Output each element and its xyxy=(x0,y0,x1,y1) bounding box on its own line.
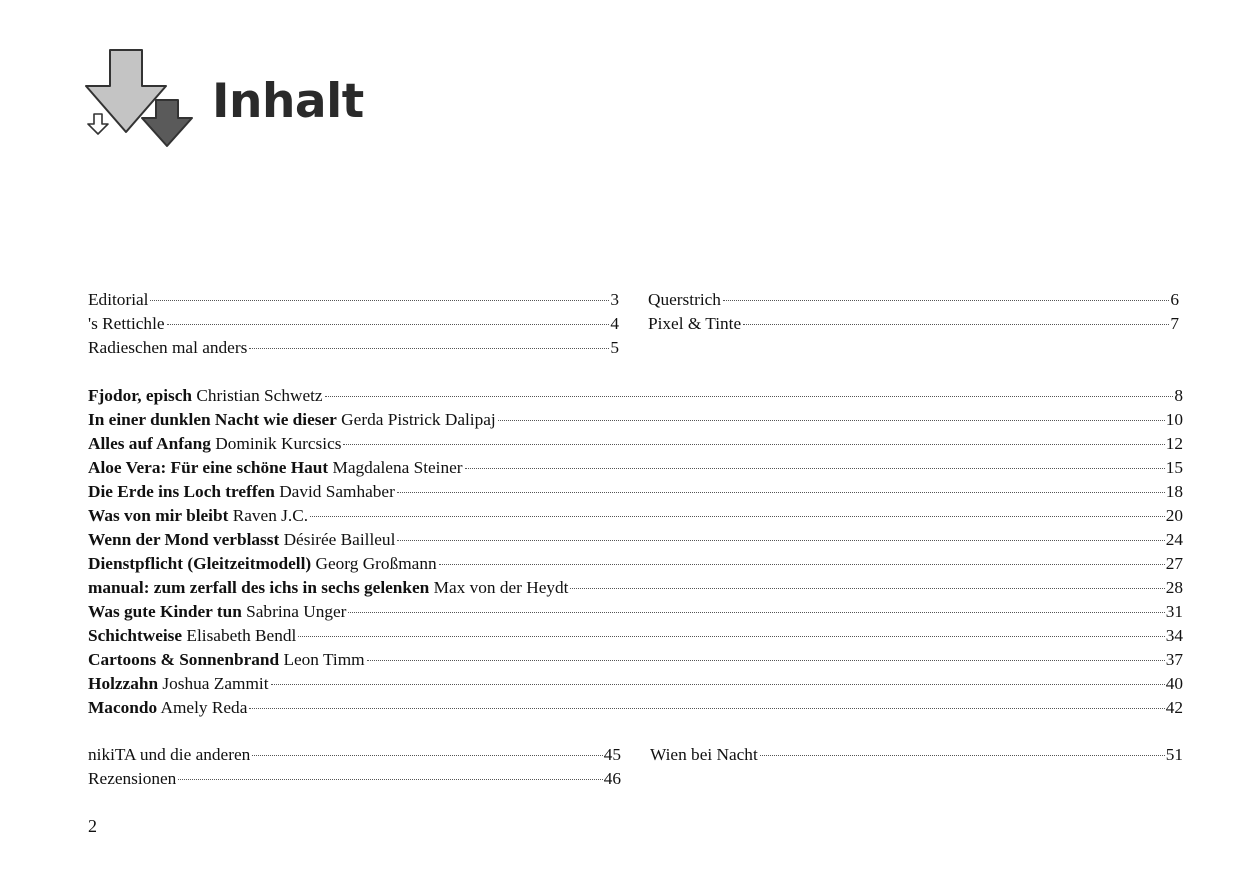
toc-entry xyxy=(88,384,1183,408)
toc-entry xyxy=(648,288,1179,312)
toc-entry xyxy=(648,312,1179,336)
toc-entry xyxy=(88,504,1183,528)
story-author: Désirée Bailleul xyxy=(283,530,396,549)
dot-leader xyxy=(249,348,609,349)
toc-entry-label: 's Rettichle xyxy=(88,314,165,333)
toc-entry-page: 27 xyxy=(1165,554,1183,573)
toc-entry-label xyxy=(88,408,496,432)
story-author: Leon Timm xyxy=(283,650,365,669)
dot-leader xyxy=(397,540,1164,541)
toc-entry xyxy=(88,600,1183,624)
toc-entry-page: 46 xyxy=(603,769,621,788)
dot-leader xyxy=(271,684,1165,685)
toc-stories xyxy=(88,384,1183,720)
toc-entry-page: 18 xyxy=(1165,482,1183,501)
toc-entry xyxy=(88,336,619,360)
toc-entry-page: 42 xyxy=(1165,698,1183,717)
dot-leader xyxy=(498,420,1165,421)
toc-entry-label xyxy=(88,480,395,504)
dot-leader xyxy=(343,444,1164,445)
toc-entry-label: Querstrich xyxy=(648,290,721,309)
arrows-down-icon xyxy=(84,48,196,152)
toc-entry-page: 20 xyxy=(1165,506,1183,525)
dot-leader xyxy=(439,564,1165,565)
toc-entry-label xyxy=(88,552,437,576)
story-author: Amely Reda xyxy=(160,698,248,717)
toc-bottom-left xyxy=(88,743,621,791)
dot-leader xyxy=(723,300,1169,301)
dot-leader xyxy=(167,324,610,325)
story-title: Was gute Kinder tun xyxy=(88,602,242,621)
story-title: Dienstpflicht (Gleitzeitmodell) xyxy=(88,554,312,573)
page-title: Inhalt xyxy=(212,74,364,129)
toc-entry-page: 51 xyxy=(1165,745,1183,764)
dot-leader xyxy=(348,612,1164,613)
dot-leader xyxy=(465,468,1165,469)
toc-entry-page: 10 xyxy=(1165,410,1183,429)
toc-entry-page: 8 xyxy=(1174,386,1183,405)
toc-entry-label xyxy=(88,528,395,552)
story-title: manual: zum zerfall des ichs in sechs gelenken xyxy=(88,578,430,597)
story-author: Christian Schwetz xyxy=(196,386,323,405)
toc-entry-page: 6 xyxy=(1170,290,1179,309)
story-title: Holzzahn xyxy=(88,674,159,693)
story-title: Schichtweise xyxy=(88,626,183,645)
toc-entry-page: 24 xyxy=(1165,530,1183,549)
page-number: 2 xyxy=(88,816,97,836)
dot-leader xyxy=(325,396,1174,397)
dot-leader xyxy=(249,708,1164,709)
story-title: Wenn der Mond verblasst xyxy=(88,530,280,549)
story-author: Raven J.C. xyxy=(232,506,309,525)
toc-entry-page: 3 xyxy=(610,290,619,309)
story-title: Macondo xyxy=(88,698,158,717)
toc-entry xyxy=(650,743,1183,767)
story-author: Joshua Zammit xyxy=(162,674,269,693)
toc-entry-page: 5 xyxy=(610,338,619,357)
toc-entry xyxy=(88,528,1183,552)
toc-entry-label xyxy=(88,456,463,480)
toc-entry-label xyxy=(88,432,341,456)
dot-leader xyxy=(367,660,1165,661)
toc-top-left xyxy=(88,288,619,360)
story-title: In einer dunklen Nacht wie dieser xyxy=(88,410,337,429)
toc-entry xyxy=(88,672,1183,696)
toc-entry xyxy=(88,456,1183,480)
toc-entry-page: 37 xyxy=(1165,650,1183,669)
toc-entry xyxy=(88,648,1183,672)
toc-entry xyxy=(88,743,621,767)
toc-entry-page: 28 xyxy=(1165,578,1183,597)
story-title: Cartoons & Sonnenbrand xyxy=(88,650,280,669)
toc-bottom-right xyxy=(650,743,1183,767)
dot-leader xyxy=(178,779,602,780)
story-author: Sabrina Unger xyxy=(246,602,347,621)
story-title: Was von mir bleibt xyxy=(88,506,229,525)
toc-top-right xyxy=(648,288,1179,336)
toc-entry xyxy=(88,432,1183,456)
toc-entry-label xyxy=(88,696,247,720)
toc-entry-label xyxy=(88,576,568,600)
toc-entry-label xyxy=(88,624,296,648)
toc-entry-label: nikiTA und die anderen xyxy=(88,745,251,764)
toc-entry-label xyxy=(88,600,346,624)
toc-entry-label xyxy=(88,672,269,696)
toc-entry-label: Rezensionen xyxy=(88,769,177,788)
story-author: Georg Großmann xyxy=(315,554,437,573)
story-title: Aloe Vera: Für eine schöne Haut xyxy=(88,458,329,477)
toc-entry xyxy=(88,552,1183,576)
toc-entry xyxy=(88,288,619,312)
story-author: Elisabeth Bendl xyxy=(186,626,297,645)
story-author: Magdalena Steiner xyxy=(332,458,463,477)
toc-entry-page: 12 xyxy=(1165,434,1183,453)
dot-leader xyxy=(397,492,1165,493)
toc-entry-page: 40 xyxy=(1165,674,1183,693)
dot-leader xyxy=(252,755,602,756)
toc-entry-page: 31 xyxy=(1165,602,1183,621)
toc-entry-page: 4 xyxy=(610,314,619,333)
toc-entry-page: 15 xyxy=(1165,458,1183,477)
toc-entry xyxy=(88,408,1183,432)
toc-entry-page: 7 xyxy=(1170,314,1179,333)
toc-entry xyxy=(88,480,1183,504)
story-author: Dominik Kurcsics xyxy=(215,434,342,453)
story-title: Alles auf Anfang xyxy=(88,434,211,453)
dot-leader xyxy=(298,636,1164,637)
story-author: David Samhaber xyxy=(279,482,395,501)
toc-entry-label xyxy=(88,504,308,528)
toc-entry-label: Radieschen mal anders xyxy=(88,338,248,357)
toc-entry-label: Pixel & Tinte xyxy=(648,314,742,333)
story-author: Gerda Pistrick Dalipaj xyxy=(341,410,496,429)
toc-entry-label xyxy=(88,648,365,672)
story-author: Max von der Heydt xyxy=(433,578,569,597)
toc-entry xyxy=(88,767,621,791)
story-title: Die Erde ins Loch treffen xyxy=(88,482,275,501)
dot-leader xyxy=(310,516,1165,517)
toc-entry-label: Wien bei Nacht xyxy=(650,745,758,764)
dot-leader xyxy=(743,324,1169,325)
toc-entry-label: Editorial xyxy=(88,290,149,309)
toc-entry xyxy=(88,624,1183,648)
toc-entry xyxy=(88,576,1183,600)
dot-leader xyxy=(150,300,609,301)
dot-leader xyxy=(760,755,1165,756)
toc-entry-page: 34 xyxy=(1165,626,1183,645)
toc-entry-label xyxy=(88,384,323,408)
toc-entry xyxy=(88,696,1183,720)
story-title: Fjodor, episch xyxy=(88,386,193,405)
toc-entry-page: 45 xyxy=(603,745,621,764)
dot-leader xyxy=(570,588,1164,589)
toc-entry xyxy=(88,312,619,336)
